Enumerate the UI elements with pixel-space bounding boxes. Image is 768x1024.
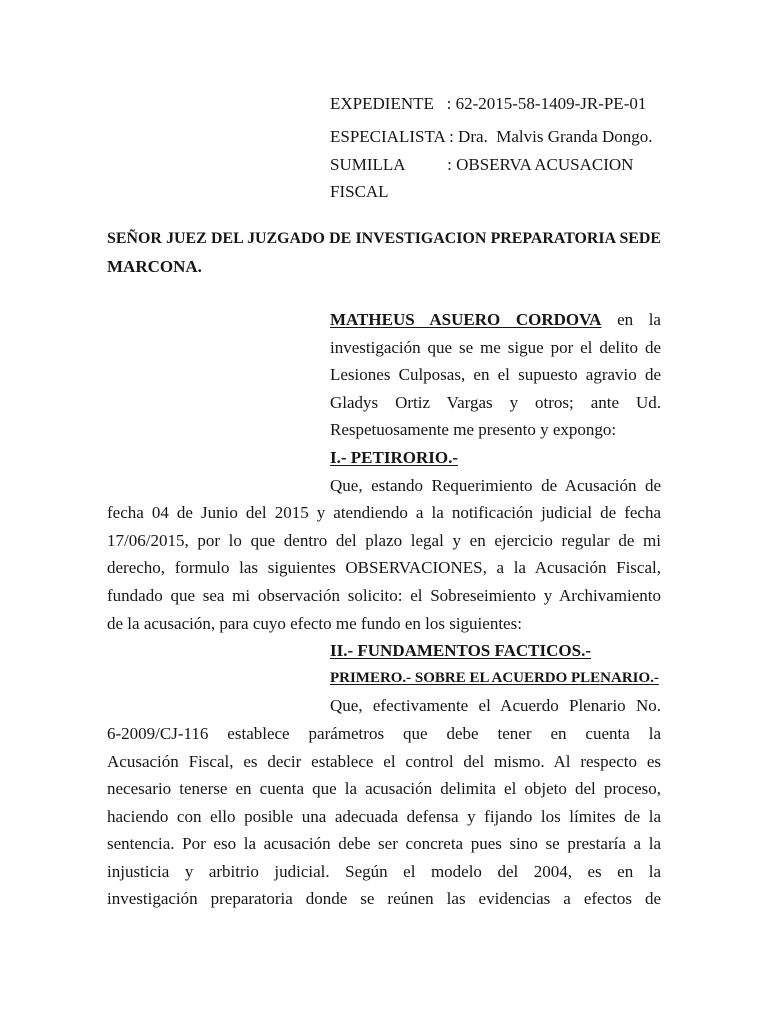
paragraph-line: necesario tenerse en cuenta que la acusación delimita el objeto del proceso,	[107, 779, 661, 799]
intro-line: Gladys Ortiz Vargas y otros; ante Ud.	[330, 392, 661, 412]
paragraph-line: Acusación Fiscal, es decir establece el control del mismo. Al respecto es	[107, 751, 661, 771]
paragraph-line: fecha 04 de Junio del 2015 y atendiendo a la notificación judicial de fecha	[107, 503, 661, 523]
paragraph-line: derecho, formulo las siguientes OBSERVACIONES, a la Acusación Fiscal,	[107, 558, 661, 578]
especialista-line: ESPECIALISTA : Dra. Malvis Granda Dongo.	[330, 127, 653, 146]
case-header-details	[330, 123, 668, 206]
document-body	[107, 306, 661, 913]
intro-text: en la	[617, 310, 661, 329]
section-heading-fundamentos: II.- FUNDAMENTOS FACTICOS.-	[330, 641, 592, 661]
paragraph-line: 17/06/2015, por lo que dentro del plazo legal y en ejercicio regular de mi	[107, 530, 661, 550]
case-header-expediente	[330, 90, 668, 118]
intro-line: Lesiones Culposas, en el supuesto agravio de	[330, 365, 661, 385]
paragraph-line: fundado que sea mi observación solicito: el Sobreseimiento y Archivamiento	[107, 585, 661, 605]
intro-line	[330, 306, 661, 334]
paragraph-line: sentencia. Por eso la acusación debe ser concreta pues sino se prestaría a la	[107, 834, 661, 854]
paragraph-line: Que, estando Requerimiento de Acusación de	[330, 475, 661, 495]
paragraph-line: Que, efectivamente el Acuerdo Plenario No.	[330, 696, 661, 716]
salutation	[107, 225, 661, 280]
intro-line: investigación que se me sigue por el delito de	[330, 337, 661, 357]
paragraph-line: de la acusación, para cuyo efecto me fundo en los siguientes:	[107, 613, 522, 633]
expediente-line: EXPEDIENTE : 62-2015-58-1409-JR-PE-01	[330, 94, 647, 113]
sumilla-continuation: FISCAL	[330, 182, 389, 202]
intro-line: Respetuosamente me presento y expongo:	[330, 420, 617, 440]
petitioner-name: MATHEUS ASUERO CORDOVA	[330, 310, 602, 329]
paragraph-line: injusticia y arbitrio judicial. Según el modelo del 2004, es en la	[107, 861, 661, 881]
salutation-line: SEÑOR JUEZ DEL JUZGADO DE INVESTIGACION PREPARATORIA SEDE	[107, 230, 661, 247]
subsection-heading-primero: PRIMERO.- SOBRE EL ACUERDO PLENARIO.-	[330, 669, 659, 686]
section-heading-petitorio: I.- PETIRORIO.-	[330, 447, 458, 467]
paragraph-line: 6-2009/CJ-116 establece parámetros que debe tener en cuenta la	[107, 723, 661, 743]
sumilla-line: SUMILLA : OBSERVA ACUSACION	[330, 154, 634, 174]
paragraph-line: haciendo con ello posible una adecuada defensa y fijando los límites de la	[107, 806, 661, 826]
paragraph-line: investigación preparatoria donde se reúnen las evidencias a efectos de	[107, 889, 661, 909]
salutation-line: MARCONA.	[107, 256, 202, 276]
